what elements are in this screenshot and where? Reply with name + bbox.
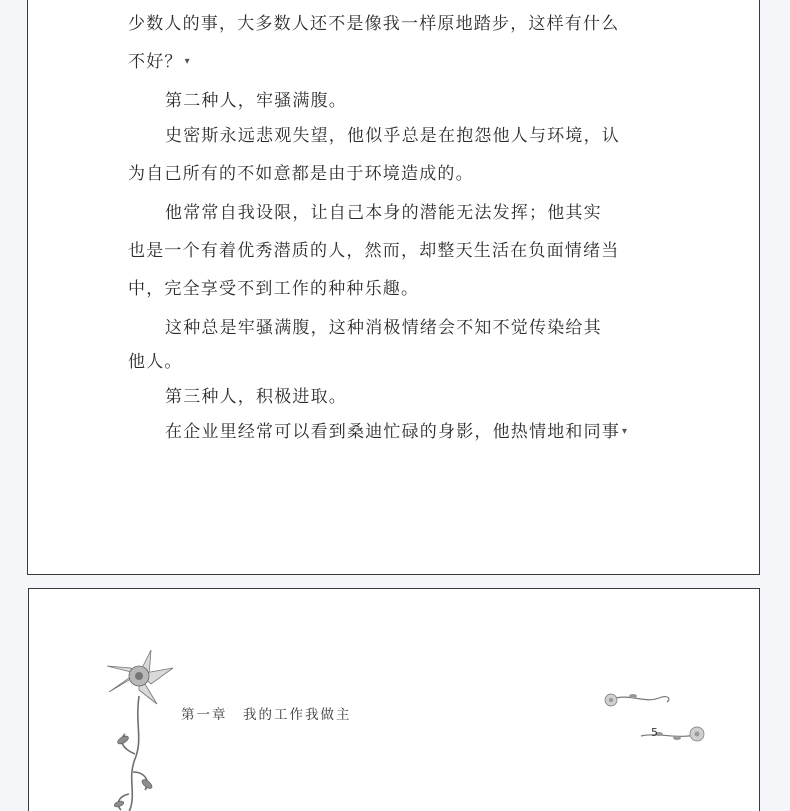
- running-head: 第一章 我的工作我做主: [181, 707, 352, 723]
- text-line-content: 在企业里经常可以看到桑迪忙碌的身影，他热情地和同事: [165, 422, 620, 442]
- paragraph-mark-icon: ▾: [622, 426, 629, 437]
- text-line: 少数人的事，大多数人还不是像我一样原地踏步，这样有什么: [128, 14, 620, 34]
- page-number: 5: [651, 726, 658, 739]
- text-line: [128, 51, 648, 73]
- paragraph-mark-icon: ▾: [184, 56, 191, 67]
- text-line-content: 不好？: [128, 52, 183, 72]
- text-line: 他人。: [128, 352, 183, 372]
- text-line: [165, 421, 685, 443]
- document-page: [28, 588, 760, 811]
- vine-ornament-icon: [599, 684, 719, 754]
- flower-ornament-icon: [99, 644, 189, 811]
- text-line: 中，完全享受不到工作的种种乐趣。: [128, 279, 420, 299]
- text-line: 也是一个有着优秀潜质的人，然而，却整天生活在负面情绪当: [128, 241, 620, 261]
- text-line: 为自己所有的不如意都是由于环境造成的。: [128, 164, 474, 184]
- text-line: 史密斯永远悲观失望，他似乎总是在抱怨他人与环境，认: [165, 126, 620, 146]
- text-line: 第二种人，牢骚满腹。: [165, 91, 347, 111]
- text-line: 这种总是牢骚满腹，这种消极情绪会不知不觉传染给其: [165, 318, 602, 338]
- document-page: [27, 0, 760, 575]
- text-line: 第三种人，积极进取。: [165, 387, 347, 407]
- text-line: 他常常自我设限，让自己本身的潜能无法发挥；他其实: [165, 203, 602, 223]
